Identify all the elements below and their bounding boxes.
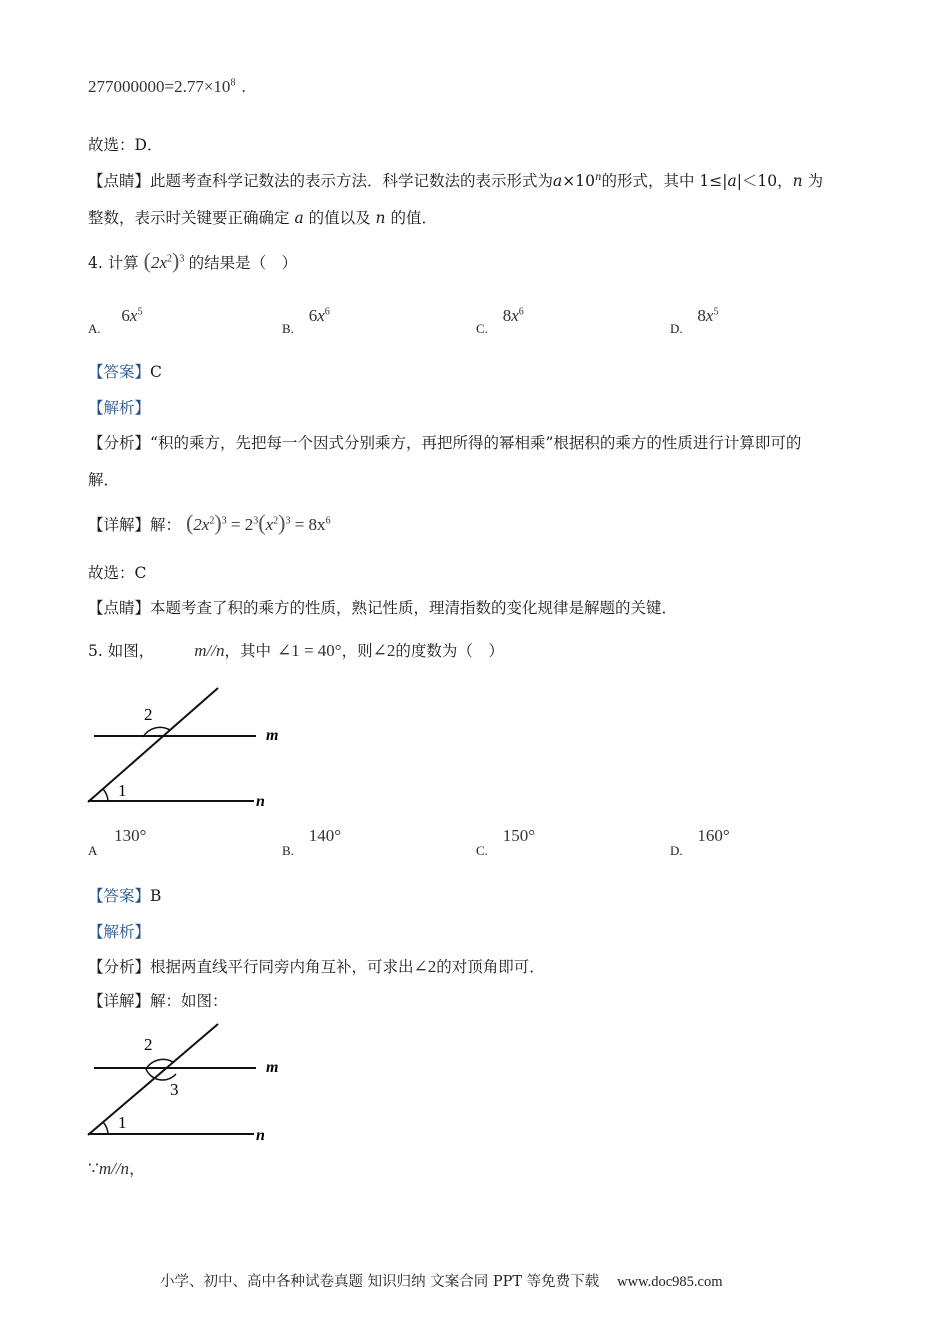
point-paragraph-line2: 整数，表示时关键要正确确定 a 的值以及 n 的值． (88, 209, 437, 227)
point-tag: 【点睛】 (88, 172, 151, 190)
q5-fenxi: 【分析】根据两直线平行同旁内角互补，可求出∠2的对顶角即可． (88, 957, 545, 976)
question-4: 4. 计算 $(2x^2)^3$ 的结果是（ ） (88, 248, 298, 273)
q4-detail: 【详解】解： $(2x^2)^3 = 2^3(x^2)^3 = 8x^6$ (88, 510, 331, 535)
footer-url[interactable]: www.doc985.com (617, 1274, 723, 1290)
q4-fenxi-line2: 解． (88, 471, 120, 489)
label-2: 2 (144, 1035, 153, 1054)
scientific-notation-formula: $277000000=2.77\times 10^8$ . (88, 77, 246, 96)
q5-answer: 【答案】B (88, 887, 162, 905)
page-footer (160, 1270, 723, 1291)
footer-text: 小学、初中、高中各种试卷真题 知识归纳 文案合同 PPT 等免费下载 (160, 1274, 600, 1290)
q4-fenxi-line1: 【分析】“积的乘方，先把每一个因式分别乘方，再把所得的幂相乘”根据积的乘方的性质进行计算即可的 (88, 434, 802, 452)
point-paragraph-line1: 【点睛】此题考查科学记数法的表示方法．科学记数法的表示形式为$a\times 10^n$的形式，其中 1≤|a|＜10，n 为 (88, 171, 824, 190)
label-m: m (266, 727, 279, 744)
parallel-lines-figure-detail (84, 1022, 294, 1146)
label-m: m (266, 1059, 279, 1076)
angle-3-arc (146, 1069, 176, 1080)
q4-option-c[interactable]: C. $8x^6$ (476, 306, 524, 336)
q4-analysis-tag: 【解析】 (88, 399, 151, 417)
angle-1-arc (103, 789, 108, 801)
transversal (88, 1024, 218, 1135)
label-3: 3 (170, 1080, 179, 1099)
q4-option-d[interactable]: D. $8x^5$ (670, 306, 719, 336)
label-2: 2 (144, 705, 153, 724)
q5-because: ∵m//n， (88, 1159, 145, 1178)
q5-option-d[interactable]: D. 160° (670, 826, 730, 858)
angle-1-arc (103, 1122, 108, 1134)
q4-option-b[interactable]: B. $6x^6$ (282, 306, 330, 336)
q5-option-c[interactable]: C. 150° (476, 826, 536, 858)
parallel-lines-figure (84, 686, 294, 810)
q5-detail: 【详解】解：如图： (88, 992, 228, 1010)
q5-option-b[interactable]: B. 140° (282, 826, 342, 858)
q4-choose: 故选：C (88, 564, 147, 582)
q4-expression: $(2x^2)^3$ (143, 248, 185, 273)
q5-analysis-tag: 【解析】 (88, 923, 151, 941)
q4-option-a[interactable]: A. $6x^5$ (88, 306, 143, 336)
label-n: n (256, 1127, 265, 1144)
transversal (88, 688, 218, 802)
q4-answer: 【答案】C (88, 363, 162, 381)
answer-line: 故选：D． (88, 136, 163, 154)
q5-option-a[interactable]: A 130° (88, 826, 147, 858)
label-n: n (256, 793, 265, 810)
label-1: 1 (118, 781, 127, 800)
q4-point: 【点睛】本题考查了积的乘方的性质，熟记性质，理清指数的变化规律是解题的关键． (88, 599, 678, 617)
question-5: 5. 如图， m//n，其中 ∠1 = 40°，则∠2的度数为（ ） (88, 641, 504, 660)
label-1: 1 (118, 1113, 127, 1132)
